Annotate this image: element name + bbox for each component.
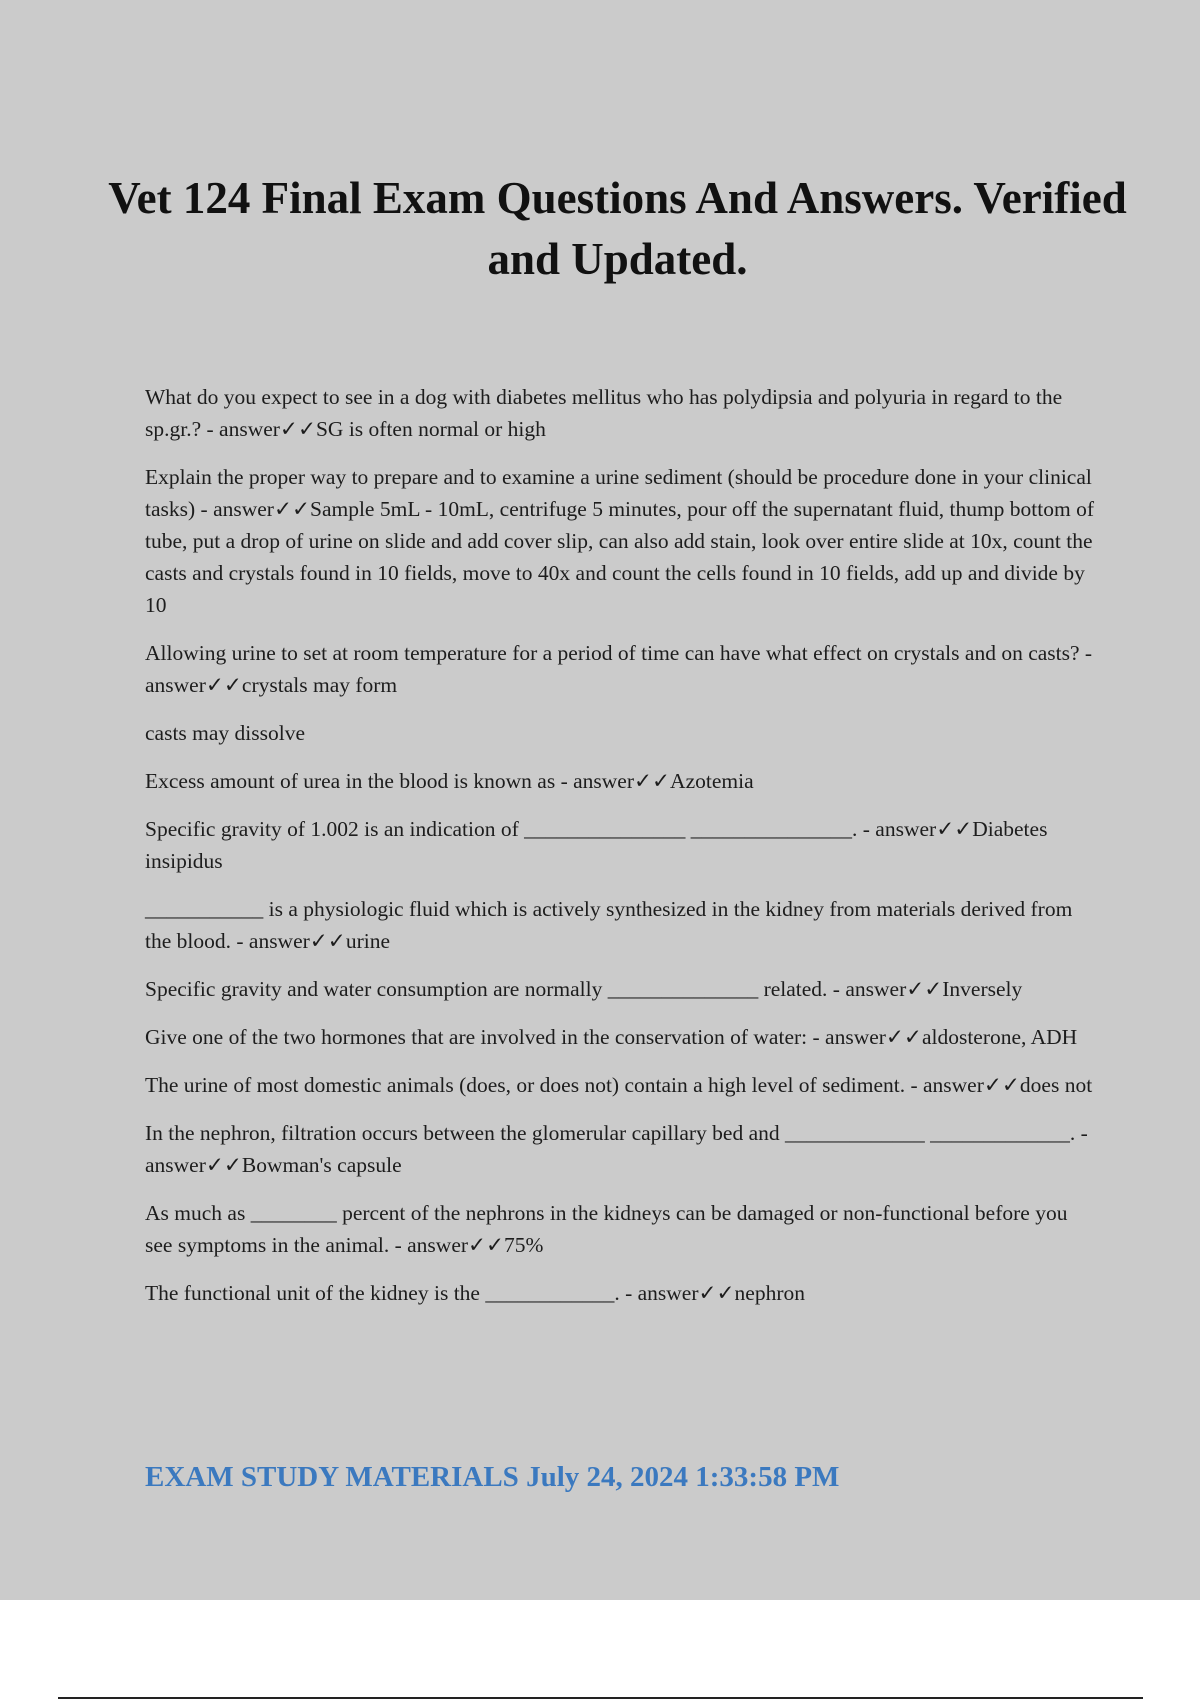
- qa-item: casts may dissolve: [145, 721, 306, 745]
- qa-item: The functional unit of the kidney is the ____________. - answer✓✓nephron: [145, 1281, 805, 1305]
- qa-item: Specific gravity and water consumption are normally ______________ related. - answer✓✓Inversely: [145, 977, 1023, 1001]
- qa-item: What do you expect to see in a dog with diabetes mellitus who has polydipsia and polyuria in regard to the sp.gr.? - answer✓✓SG is often normal or high: [145, 385, 1063, 441]
- qa-item: Allowing urine to set at room temperature for a period of time can have what effect on crystals and on casts? - answer✓✓crystals may form: [145, 641, 1093, 697]
- qa-item: Explain the proper way to prepare and to examine a urine sediment (should be procedure done in your clinical tasks) - answer✓✓Sample 5mL - 10mL, centrifuge 5 minutes, pour off the supernatant fluid, thump bottom of tube, put a drop of urine on slide and add cover slip, can also add stain, look over entire slide at 10x, count the casts and crystals found in 10 fields, move to 40x and count the cells found in 10 fields, add up and divide by 10: [145, 465, 1094, 617]
- question-answer-list: [145, 381, 1095, 1325]
- bottom-divider: [58, 1697, 1143, 1699]
- qa-item: Excess amount of urea in the blood is known as - answer✓✓Azotemia: [145, 769, 754, 793]
- footer-timestamp: EXAM STUDY MATERIALS July 24, 2024 1:33:58 PM: [145, 1461, 840, 1493]
- qa-item: As much as ________ percent of the nephrons in the kidneys can be damaged or non-functional before you see symptoms in the animal. - answer✓✓75%: [145, 1201, 1068, 1257]
- qa-item: Specific gravity of 1.002 is an indication of _______________ _______________. - answer✓✓Diabetes insipidus: [145, 817, 1048, 873]
- qa-item: ___________ is a physiologic fluid which is actively synthesized in the kidney from materials derived from the blood. - answer✓✓urine: [145, 897, 1073, 953]
- document-title: Vet 124 Final Exam Questions And Answers. Verified and Updated.: [108, 173, 1127, 284]
- qa-item: In the nephron, filtration occurs between the glomerular capillary bed and _____________ _____________. - answer✓✓Bowman's capsule: [145, 1121, 1088, 1177]
- qa-item: The urine of most domestic animals (does, or does not) contain a high level of sediment. - answer✓✓does not: [145, 1073, 1093, 1097]
- qa-item: Give one of the two hormones that are involved in the conservation of water: - answer✓✓aldosterone, ADH: [145, 1025, 1078, 1049]
